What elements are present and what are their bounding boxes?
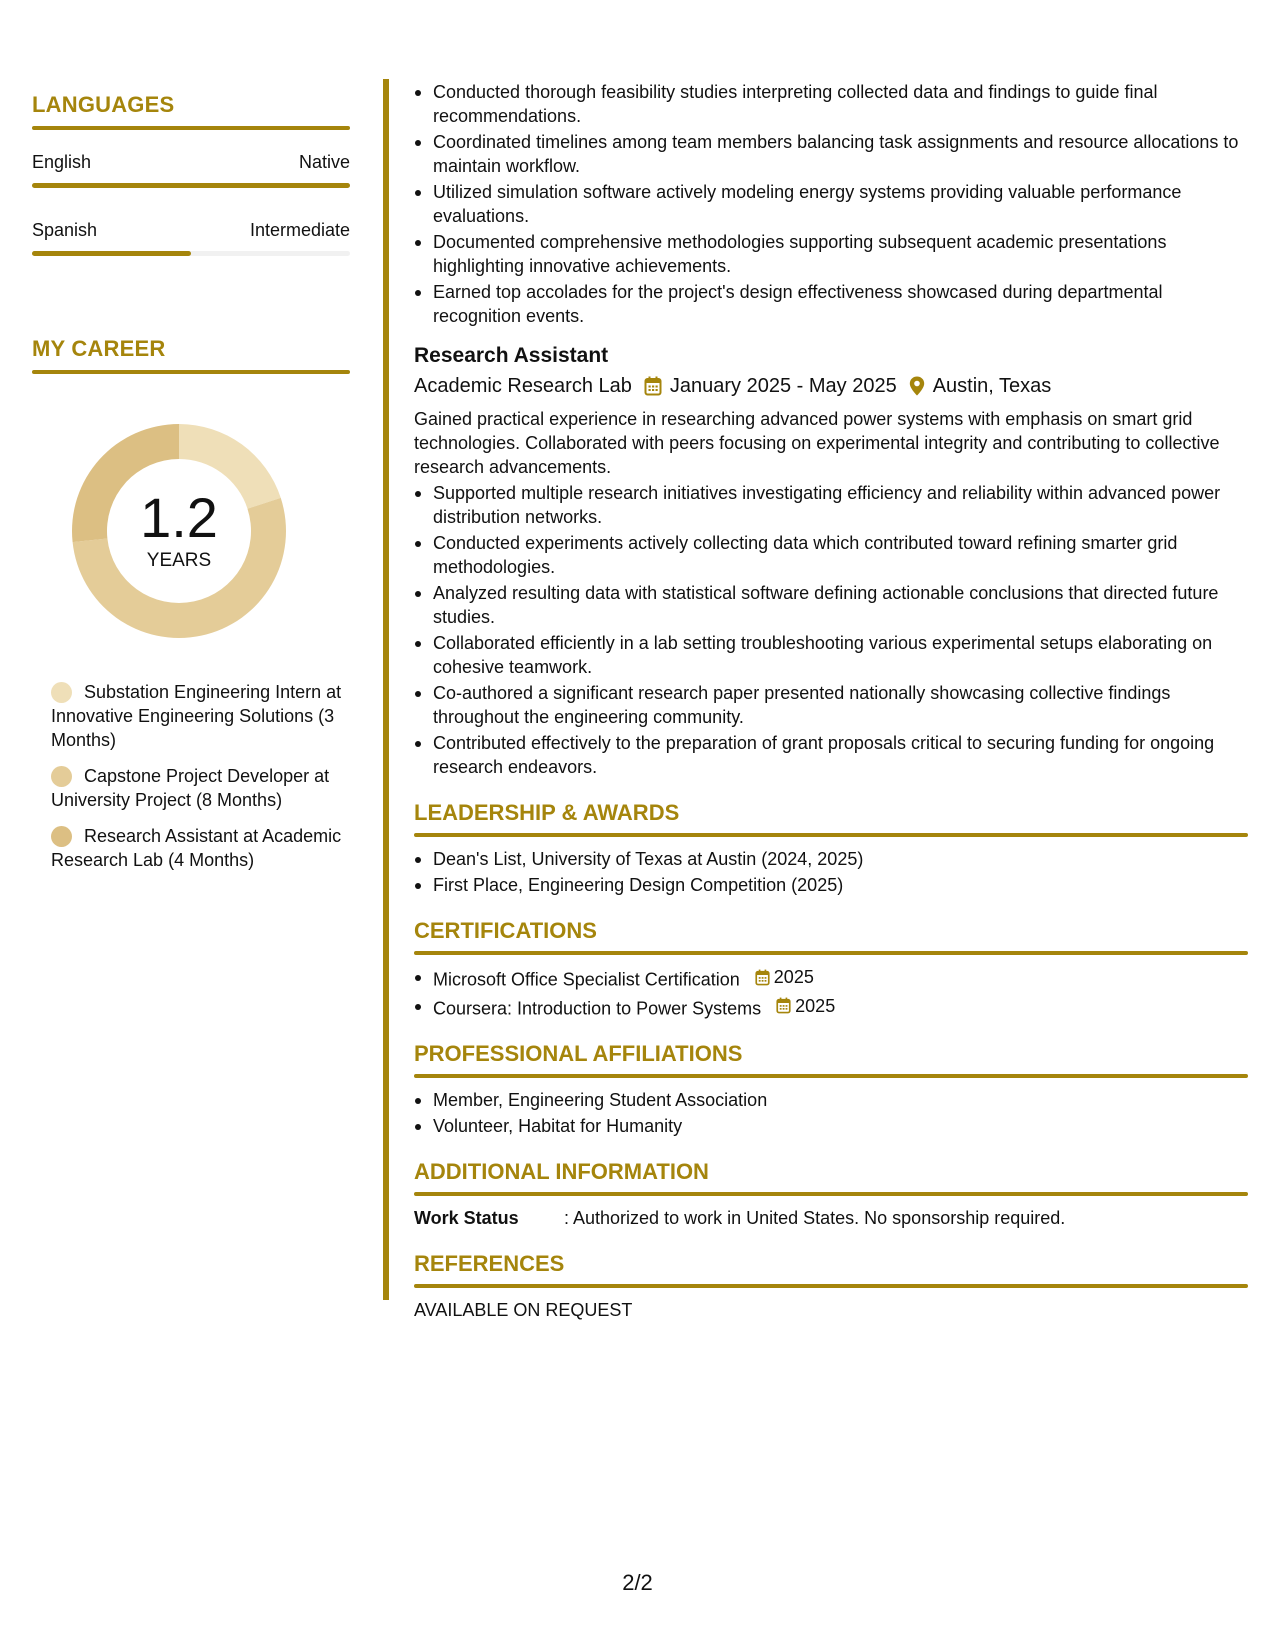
language-level: Native (298, 152, 350, 172)
language-proficiency-fill (32, 251, 191, 256)
additional-info-title: ADDITIONAL INFORMATION (414, 1159, 709, 1184)
page-number: 2/2 (622, 1570, 653, 1595)
job-company: Academic Research Lab (414, 375, 632, 397)
certifications-list (414, 965, 1250, 1020)
job-bullets (414, 481, 1250, 779)
certification-date (755, 965, 814, 989)
bullet-item: Dean's List, University of Texas at Austin (2024, 2025) (414, 847, 1250, 871)
calendar-icon (644, 376, 662, 396)
language-name: English (32, 152, 92, 172)
legend-item (51, 824, 350, 872)
certification-item (414, 994, 1250, 1021)
bullet-item: Analyzed resulting data with statistical software defining actionable conclusions that directed future studies. (414, 581, 1250, 629)
affiliations-list (414, 1088, 1250, 1138)
legend-dot (51, 766, 72, 787)
career-rule (32, 370, 350, 374)
bullet-item: Conducted thorough feasibility studies interpreting collected data and findings to guide final recommendations. (414, 80, 1250, 128)
languages-title: LANGUAGES (32, 92, 175, 117)
legend-label: Capstone Project Developer at University Project (8 Months) (51, 766, 330, 810)
references-title: REFERENCES (414, 1251, 565, 1276)
bullet-item: Conducted experiments actively collecting data which contributed toward refining smarter grid methodologies. (414, 531, 1250, 579)
leadership-rule (414, 833, 1248, 837)
certification-year: 2025 (795, 995, 836, 1016)
main-content (414, 80, 1250, 1322)
bullet-item: Volunteer, Habitat for Humanity (414, 1114, 1250, 1138)
legend-item (51, 764, 350, 812)
certification-year: 2025 (773, 967, 814, 987)
leadership-list (414, 847, 1250, 897)
language-item (32, 152, 350, 188)
previous-job-bullets (414, 80, 1250, 328)
job-title: Research Assistant (414, 344, 609, 367)
language-proficiency-bar (32, 183, 350, 188)
column-divider (383, 79, 389, 1300)
certification-name: Microsoft Office Specialist Certification (433, 969, 740, 990)
references-text: AVAILABLE ON REQUEST (414, 1300, 633, 1320)
bullet-item: Earned top accolades for the project's design effectiveness showcased during departmental recognition events. (414, 280, 1250, 328)
career-donut-chart (66, 418, 292, 644)
language-level: Intermediate (249, 220, 350, 240)
affiliations-title: PROFESSIONAL AFFILIATIONS (414, 1041, 743, 1066)
work-status-value: : Authorized to work in United States. No sponsorship required. (564, 1208, 1066, 1228)
language-name: Spanish (32, 220, 98, 240)
career-total-unit: YEARS (146, 550, 212, 571)
map-pin-icon (909, 376, 925, 396)
bullet-item: Supported multiple research initiatives investigating efficiency and reliability within advanced power distribution networks. (414, 481, 1250, 529)
career-legend (32, 680, 350, 872)
legend-dot (51, 826, 72, 847)
bullet-item: Co-authored a significant research paper presented nationally showcasing collective findings throughout the engineering community. (414, 681, 1250, 729)
bullet-item: Collaborated efficiently in a lab setting troubleshooting various experimental setups elaborating on cohesive teamwork. (414, 631, 1250, 679)
legend-label: Substation Engineering Intern at Innovative Engineering Solutions (3 Months) (51, 682, 342, 750)
certifications-rule (414, 951, 1248, 955)
language-item (32, 220, 350, 256)
references-rule (414, 1284, 1248, 1288)
job-meta (414, 373, 1250, 399)
job-location: Austin, Texas (932, 375, 1052, 397)
job-dates: January 2025 - May 2025 (669, 375, 897, 397)
legend-item (51, 680, 350, 752)
job-summary: Gained practical experience in researching advanced power systems with emphasis on smart grid technologies. Collaborated with peers focusing on experimental integrity and contributing to collective research advancements. (414, 409, 1220, 477)
donut-center (66, 418, 292, 644)
bullet-item: First Place, Engineering Design Competition (2025) (414, 873, 1250, 897)
affiliations-rule (414, 1074, 1248, 1078)
additional-info-rule (414, 1192, 1248, 1196)
certifications-title: CERTIFICATIONS (414, 918, 597, 943)
certification-date (776, 994, 835, 1018)
certification-item (414, 965, 1250, 992)
language-proficiency-bar (32, 251, 350, 256)
leadership-title: LEADERSHIP & AWARDS (414, 800, 680, 825)
bullet-item: Coordinated timelines among team members balancing task assignments and resource allocations to maintain workflow. (414, 130, 1250, 178)
calendar-icon (776, 997, 791, 1014)
language-proficiency-fill (32, 183, 350, 188)
career-title: MY CAREER (32, 336, 166, 361)
bullet-item: Utilized simulation software actively modeling energy systems providing valuable performance evaluations. (414, 180, 1250, 228)
sidebar (32, 92, 350, 884)
bullet-item: Member, Engineering Student Association (414, 1088, 1250, 1112)
legend-dot (51, 682, 72, 703)
work-status-label: Work Status (414, 1208, 519, 1228)
work-status-row (414, 1206, 1250, 1230)
bullet-item: Documented comprehensive methodologies supporting subsequent academic presentations highlighting innovative achievements. (414, 230, 1250, 278)
calendar-icon (755, 969, 770, 986)
legend-label: Research Assistant at Academic Research Lab (4 Months) (51, 826, 342, 870)
career-total-value: 1.2 (140, 486, 218, 549)
bullet-item: Contributed effectively to the preparation of grant proposals critical to securing funding for ongoing research endeavors. (414, 731, 1250, 779)
certification-name: Coursera: Introduction to Power Systems (433, 998, 762, 1018)
languages-rule (32, 126, 350, 130)
